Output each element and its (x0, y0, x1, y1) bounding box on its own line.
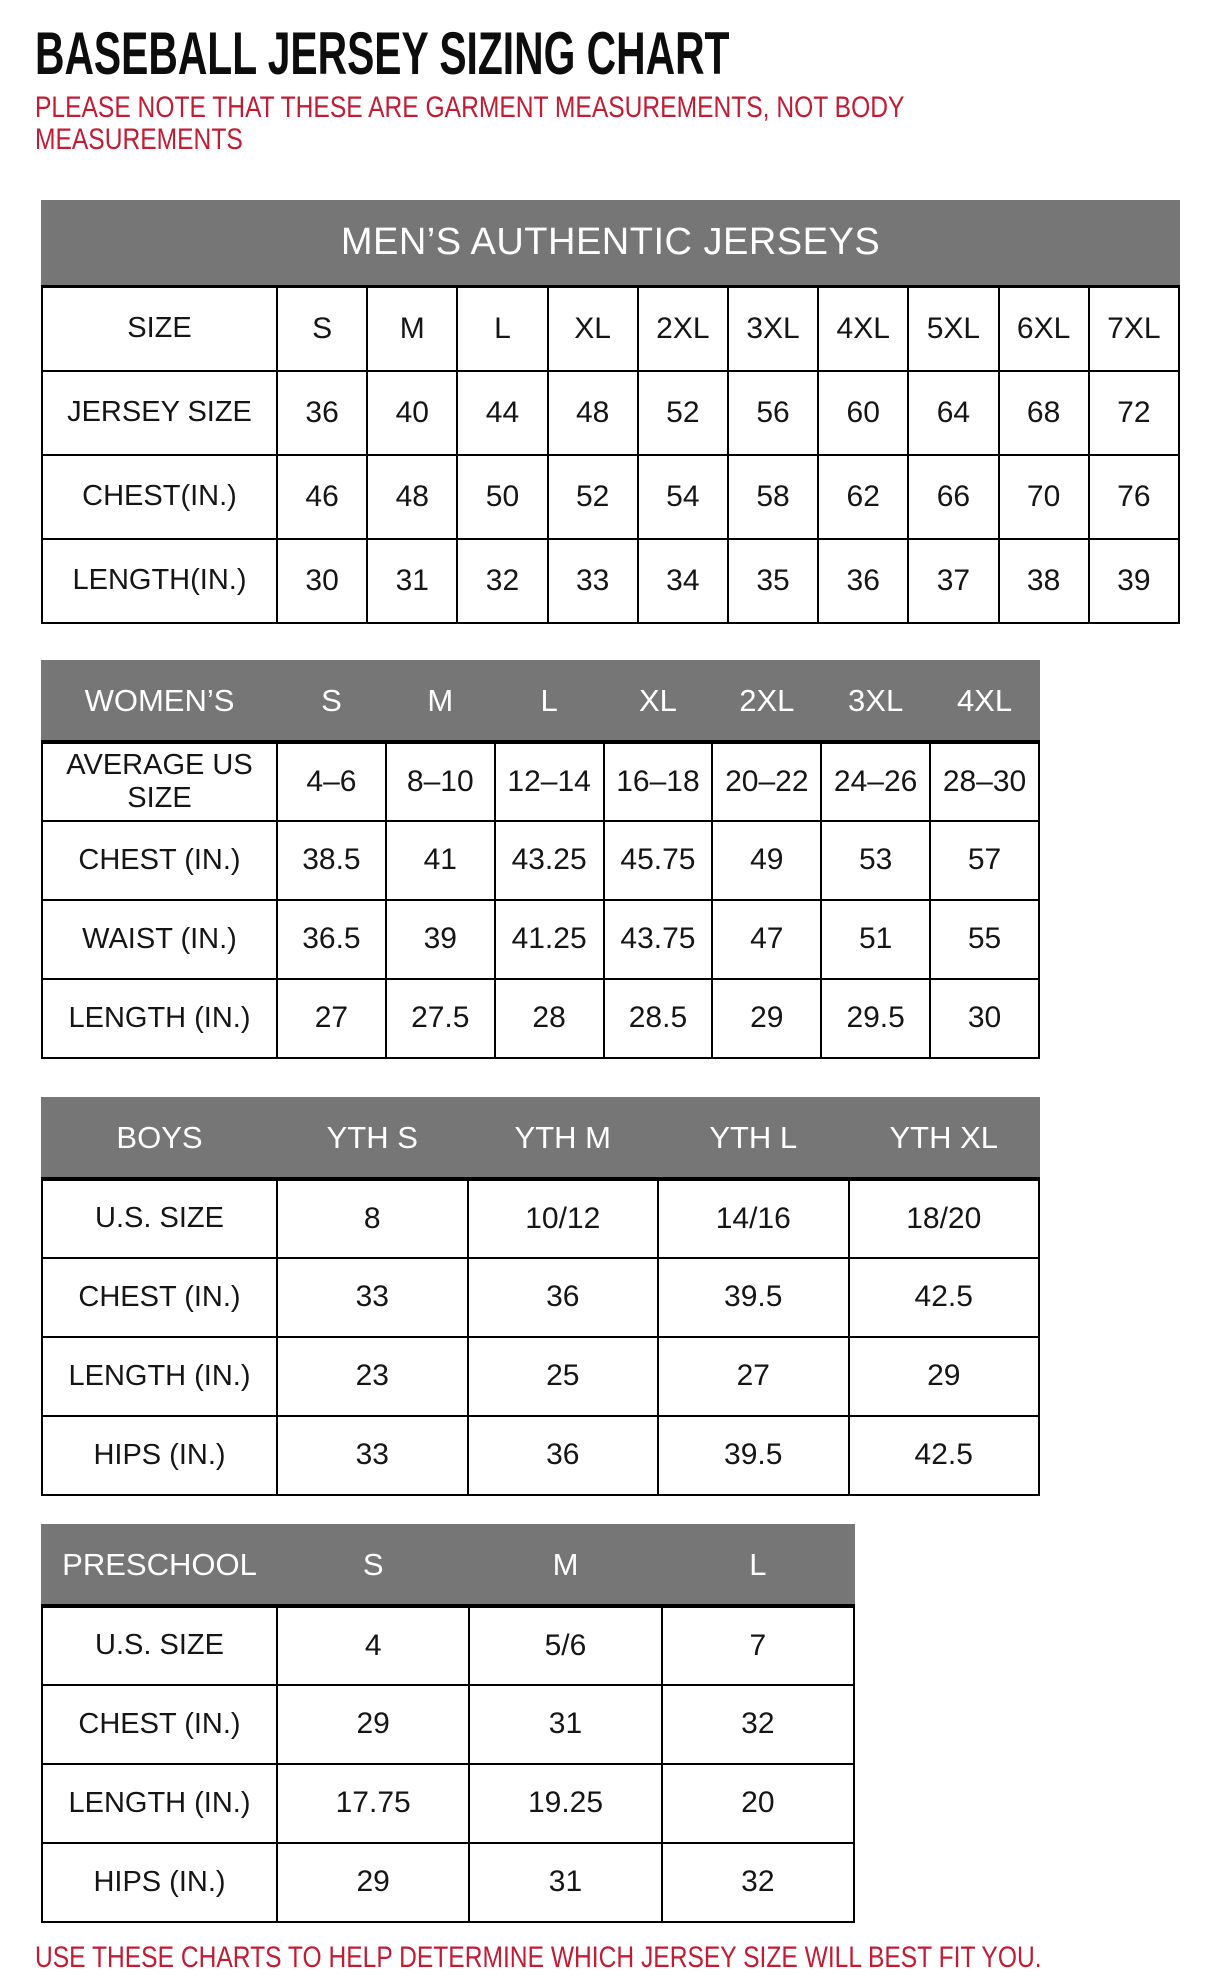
row-label-cell: HIPS (IN.) (42, 1843, 277, 1922)
row-label-cell: HIPS (IN.) (42, 1416, 277, 1495)
row-label-cell: CHEST (IN.) (42, 821, 277, 900)
measurement-row (42, 1337, 1039, 1416)
value-cell: 48 (367, 455, 457, 539)
value-cell: 54 (638, 455, 728, 539)
garment-measurements-note: PLEASE NOTE THAT THESE ARE GARMENT MEASUREMENTS, NOT BODY MEASUREMENTS (35, 91, 904, 157)
value-cell: 41.25 (495, 900, 604, 979)
value-cell: 29 (712, 979, 821, 1058)
value-cell: 68 (999, 371, 1089, 455)
boys-sizing-table (41, 1097, 1040, 1496)
size-header-cell: S (277, 661, 386, 742)
value-cell: 44 (457, 371, 547, 455)
value-cell: 33 (277, 1416, 468, 1495)
value-cell: 46 (277, 455, 367, 539)
size-header-cell: 3XL (821, 661, 930, 742)
value-cell: 36.5 (277, 900, 386, 979)
value-cell: 57 (930, 821, 1039, 900)
value-cell: 70 (999, 455, 1089, 539)
mens-table-banner: MEN’S AUTHENTIC JERSEYS (41, 200, 1180, 285)
value-cell: 4–6 (277, 742, 386, 821)
row-label-cell: WAIST (IN.) (42, 900, 277, 979)
value-cell: 14/16 (658, 1179, 849, 1258)
value-cell: XL (548, 287, 638, 371)
value-cell: 39.5 (658, 1258, 849, 1337)
value-cell: 19.25 (469, 1764, 661, 1843)
measurement-row (42, 1416, 1039, 1495)
value-cell: 72 (1089, 371, 1179, 455)
measurement-row (42, 371, 1179, 455)
value-cell: 34 (638, 539, 728, 623)
measurement-row (42, 900, 1039, 979)
size-header-cell: L (662, 1525, 854, 1606)
row-label-cell: JERSEY SIZE (42, 371, 277, 455)
value-cell: 51 (821, 900, 930, 979)
value-cell: 6XL (999, 287, 1089, 371)
value-cell: 29 (277, 1843, 469, 1922)
value-cell: 17.75 (277, 1764, 469, 1843)
size-header-cell: YTH L (658, 1098, 849, 1179)
value-cell: 25 (468, 1337, 659, 1416)
value-cell: 10/12 (468, 1179, 659, 1258)
measurement-row (42, 821, 1039, 900)
size-header-cell: YTH S (277, 1098, 468, 1179)
row-label-cell: LENGTH (IN.) (42, 1764, 277, 1843)
measurement-row (42, 455, 1179, 539)
preschool-header-label: PRESCHOOL (42, 1525, 277, 1606)
value-cell: 5XL (908, 287, 998, 371)
value-cell: 47 (712, 900, 821, 979)
size-header-cell: YTH M (468, 1098, 659, 1179)
value-cell: 35 (728, 539, 818, 623)
measurement-row (42, 1179, 1039, 1258)
value-cell: 29.5 (821, 979, 930, 1058)
value-cell: 28–30 (930, 742, 1039, 821)
value-cell: 20–22 (712, 742, 821, 821)
size-header-cell: M (386, 661, 495, 742)
value-cell: 43.75 (604, 900, 713, 979)
value-cell: 31 (367, 539, 457, 623)
value-cell: 7 (662, 1606, 854, 1685)
size-header-row (42, 1525, 854, 1606)
value-cell: 28 (495, 979, 604, 1058)
value-cell: M (367, 287, 457, 371)
value-cell: 50 (457, 455, 547, 539)
value-cell: 30 (277, 539, 367, 623)
boys-header-label: BOYS (42, 1098, 277, 1179)
value-cell: 29 (849, 1337, 1040, 1416)
size-header-cell: 2XL (712, 661, 821, 742)
value-cell: 27 (658, 1337, 849, 1416)
value-cell: 27.5 (386, 979, 495, 1058)
value-cell: 33 (548, 539, 638, 623)
value-cell: 56 (728, 371, 818, 455)
value-cell: 52 (548, 455, 638, 539)
row-label-cell: CHEST (IN.) (42, 1685, 277, 1764)
value-cell: 7XL (1089, 287, 1179, 371)
value-cell: 39.5 (658, 1416, 849, 1495)
value-cell: 4 (277, 1606, 469, 1685)
value-cell: 36 (277, 371, 367, 455)
value-cell: 18/20 (849, 1179, 1040, 1258)
value-cell: 32 (662, 1685, 854, 1764)
value-cell: 43.25 (495, 821, 604, 900)
value-cell: 8–10 (386, 742, 495, 821)
size-header-cell: XL (604, 661, 713, 742)
value-cell: 39 (386, 900, 495, 979)
value-cell: 42.5 (849, 1258, 1040, 1337)
value-cell: 66 (908, 455, 998, 539)
value-cell: 24–26 (821, 742, 930, 821)
mens-sizing-table (41, 285, 1180, 624)
value-cell: 36 (468, 1258, 659, 1337)
value-cell: 49 (712, 821, 821, 900)
value-cell: 33 (277, 1258, 468, 1337)
size-header-cell: M (469, 1525, 661, 1606)
row-label-cell: U.S. SIZE (42, 1179, 277, 1258)
value-cell: 64 (908, 371, 998, 455)
row-label-cell: CHEST(IN.) (42, 455, 277, 539)
row-label-cell: SIZE (42, 287, 277, 371)
womens-header-label: WOMEN’S (42, 661, 277, 742)
value-cell: 52 (638, 371, 728, 455)
preschool-sizing-table (41, 1524, 855, 1923)
measurement-row (42, 979, 1039, 1058)
measurement-row (42, 539, 1179, 623)
size-header-cell: S (277, 1525, 469, 1606)
value-cell: S (277, 287, 367, 371)
measurement-row (42, 287, 1179, 371)
value-cell: 41 (386, 821, 495, 900)
value-cell: 62 (818, 455, 908, 539)
value-cell: 32 (662, 1843, 854, 1922)
value-cell: L (457, 287, 547, 371)
measurement-row (42, 1685, 854, 1764)
value-cell: 23 (277, 1337, 468, 1416)
value-cell: 53 (821, 821, 930, 900)
value-cell: 29 (277, 1685, 469, 1764)
value-cell: 55 (930, 900, 1039, 979)
value-cell: 12–14 (495, 742, 604, 821)
value-cell: 20 (662, 1764, 854, 1843)
row-label-cell: CHEST (IN.) (42, 1258, 277, 1337)
value-cell: 32 (457, 539, 547, 623)
size-header-cell: 4XL (930, 661, 1039, 742)
size-header-row (42, 661, 1039, 742)
value-cell: 16–18 (604, 742, 713, 821)
measurement-row (42, 1843, 854, 1922)
value-cell: 42.5 (849, 1416, 1040, 1495)
value-cell: 28.5 (604, 979, 713, 1058)
size-header-cell: L (495, 661, 604, 742)
measurement-row (42, 742, 1039, 821)
value-cell: 3XL (728, 287, 818, 371)
value-cell: 48 (548, 371, 638, 455)
womens-sizing-table (41, 660, 1040, 1059)
value-cell: 60 (818, 371, 908, 455)
value-cell: 38.5 (277, 821, 386, 900)
value-cell: 27 (277, 979, 386, 1058)
measurement-row (42, 1764, 854, 1843)
row-label-cell: AVERAGE US SIZE (42, 742, 277, 821)
value-cell: 30 (930, 979, 1039, 1058)
value-cell: 4XL (818, 287, 908, 371)
value-cell: 76 (1089, 455, 1179, 539)
value-cell: 37 (908, 539, 998, 623)
value-cell: 31 (469, 1843, 661, 1922)
measurement-row (42, 1258, 1039, 1337)
row-label-cell: LENGTH(IN.) (42, 539, 277, 623)
page-title: BASEBALL JERSEY SIZING CHART (35, 20, 730, 87)
size-header-row (42, 1098, 1039, 1179)
value-cell: 58 (728, 455, 818, 539)
size-header-cell: YTH XL (849, 1098, 1040, 1179)
value-cell: 45.75 (604, 821, 713, 900)
value-cell: 8 (277, 1179, 468, 1258)
row-label-cell: LENGTH (IN.) (42, 1337, 277, 1416)
row-label-cell: U.S. SIZE (42, 1606, 277, 1685)
value-cell: 39 (1089, 539, 1179, 623)
value-cell: 38 (999, 539, 1089, 623)
value-cell: 36 (818, 539, 908, 623)
value-cell: 40 (367, 371, 457, 455)
measurement-row (42, 1606, 854, 1685)
value-cell: 5/6 (469, 1606, 661, 1685)
row-label-cell: LENGTH (IN.) (42, 979, 277, 1058)
value-cell: 31 (469, 1685, 661, 1764)
value-cell: 2XL (638, 287, 728, 371)
value-cell: 36 (468, 1416, 659, 1495)
footer-note: USE THESE CHARTS TO HELP DETERMINE WHICH JERSEY SIZE WILL BEST FIT YOU. (35, 1940, 1042, 1974)
